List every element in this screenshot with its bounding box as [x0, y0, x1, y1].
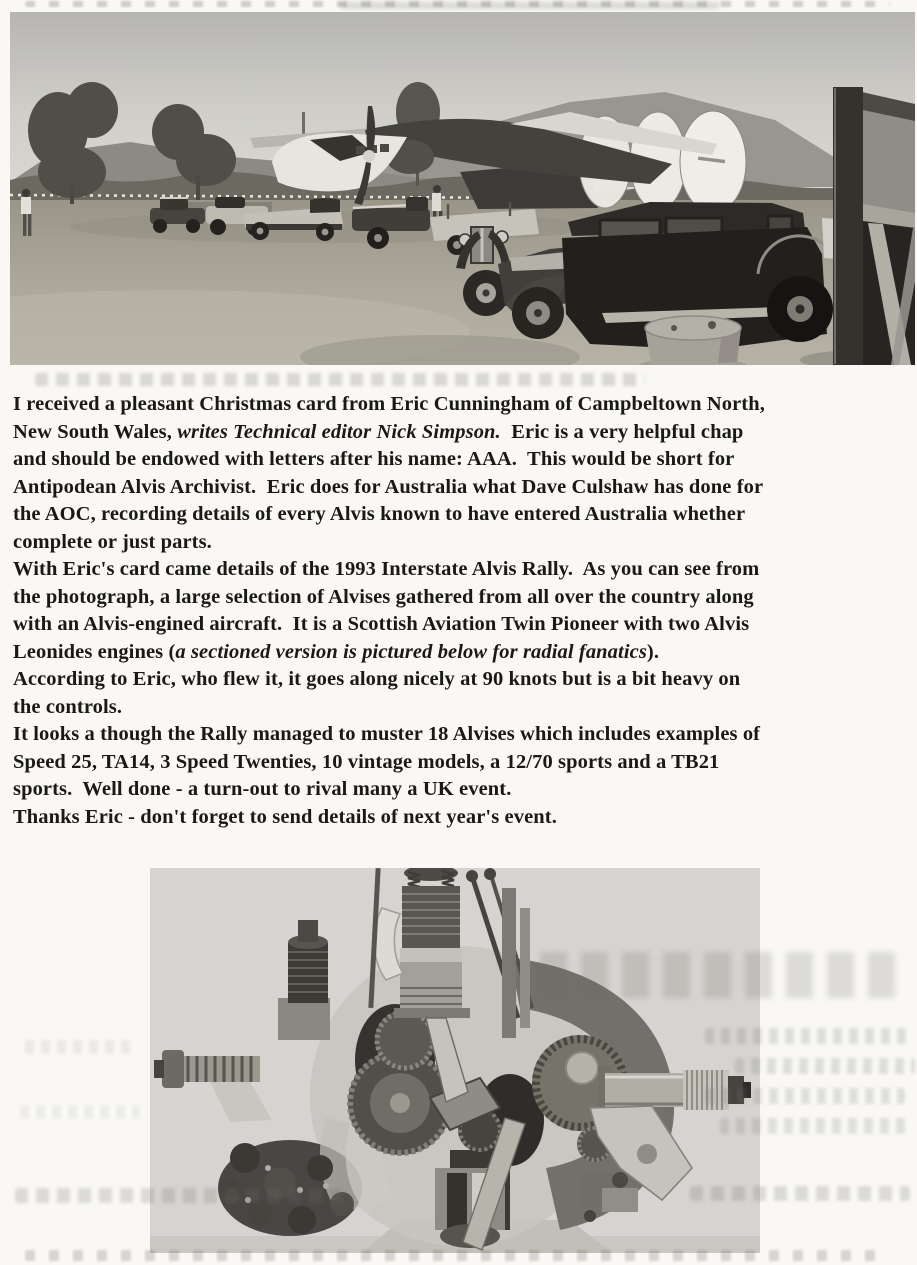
text-run: According to Eric, who flew it, it goes along nicely at 90 knots but is a bit heavy on	[13, 668, 741, 690]
text-line	[13, 776, 915, 804]
text-run: Eric is a very helpful chap	[500, 420, 744, 443]
text-run: I received a pleasant Christmas card from Eric Cunningham of Campbeltown North,	[13, 393, 765, 415]
text-line	[13, 749, 915, 777]
text-line	[13, 721, 915, 749]
bleed-through-text	[25, 1040, 135, 1054]
text-run: sports. Well done - a turn-out to rival many a UK event.	[13, 778, 512, 800]
text-run: Antipodean Alvis Archivist. Eric does for Australia what Dave Culshaw has done for	[13, 475, 764, 498]
bleed-through-text	[20, 1105, 140, 1119]
text-run: the controls.	[13, 695, 123, 718]
text-run: Thanks Eric - don't forget to send details of next year's event.	[13, 805, 557, 828]
text-line	[13, 694, 915, 722]
text-line	[13, 611, 915, 639]
bleed-through-text	[35, 373, 645, 386]
text-run: with an Alvis-engined aircraft. It is a Scottish Aviation Twin Pioneer with two Alvis	[13, 613, 750, 635]
text-line	[13, 584, 915, 612]
text-run: the photograph, a large selection of Alvises gathered from all over the country along	[13, 585, 754, 608]
italic-run: a sectioned version is pictured below for radial fanatics	[175, 640, 647, 663]
article-text	[13, 391, 915, 831]
bleed-through-text	[340, 2, 720, 9]
text-line	[13, 804, 915, 832]
text-line	[13, 529, 915, 557]
engine-cutaway-photo	[150, 868, 760, 1253]
text-run: It looks a though the Rally managed to muster 18 Alvises which includes examples of	[13, 723, 761, 745]
text-line	[13, 666, 915, 694]
text-line	[13, 446, 915, 474]
text-run: Leonides engines (	[13, 640, 176, 663]
text-line	[13, 556, 915, 584]
text-run: With Eric's card came details of the 1993 Interstate Alvis Rally. As you can see from	[13, 558, 760, 580]
text-line	[13, 419, 915, 447]
bleed-through-text	[735, 1058, 915, 1074]
text-line	[13, 474, 915, 502]
text-run: ).	[646, 640, 660, 663]
text-run: and should be endowed with letters after his name: AAA. This would be short for	[13, 448, 735, 470]
text-run: Speed 25, TA14, 3 Speed Twenties, 10 vintage models, a 12/70 sports and a TB21	[13, 750, 720, 773]
text-line	[13, 501, 915, 529]
text-line	[13, 391, 915, 419]
text-run: the AOC, recording details of every Alvis known to have entered Australia whether	[13, 503, 746, 525]
bleed-through-text	[25, 1, 890, 7]
text-run: New South Wales,	[13, 420, 178, 443]
text-run: complete or just parts.	[13, 530, 212, 553]
italic-run: writes Technical editor Nick Simpson.	[177, 420, 501, 443]
text-line	[13, 639, 915, 667]
rally-photo	[10, 12, 915, 365]
